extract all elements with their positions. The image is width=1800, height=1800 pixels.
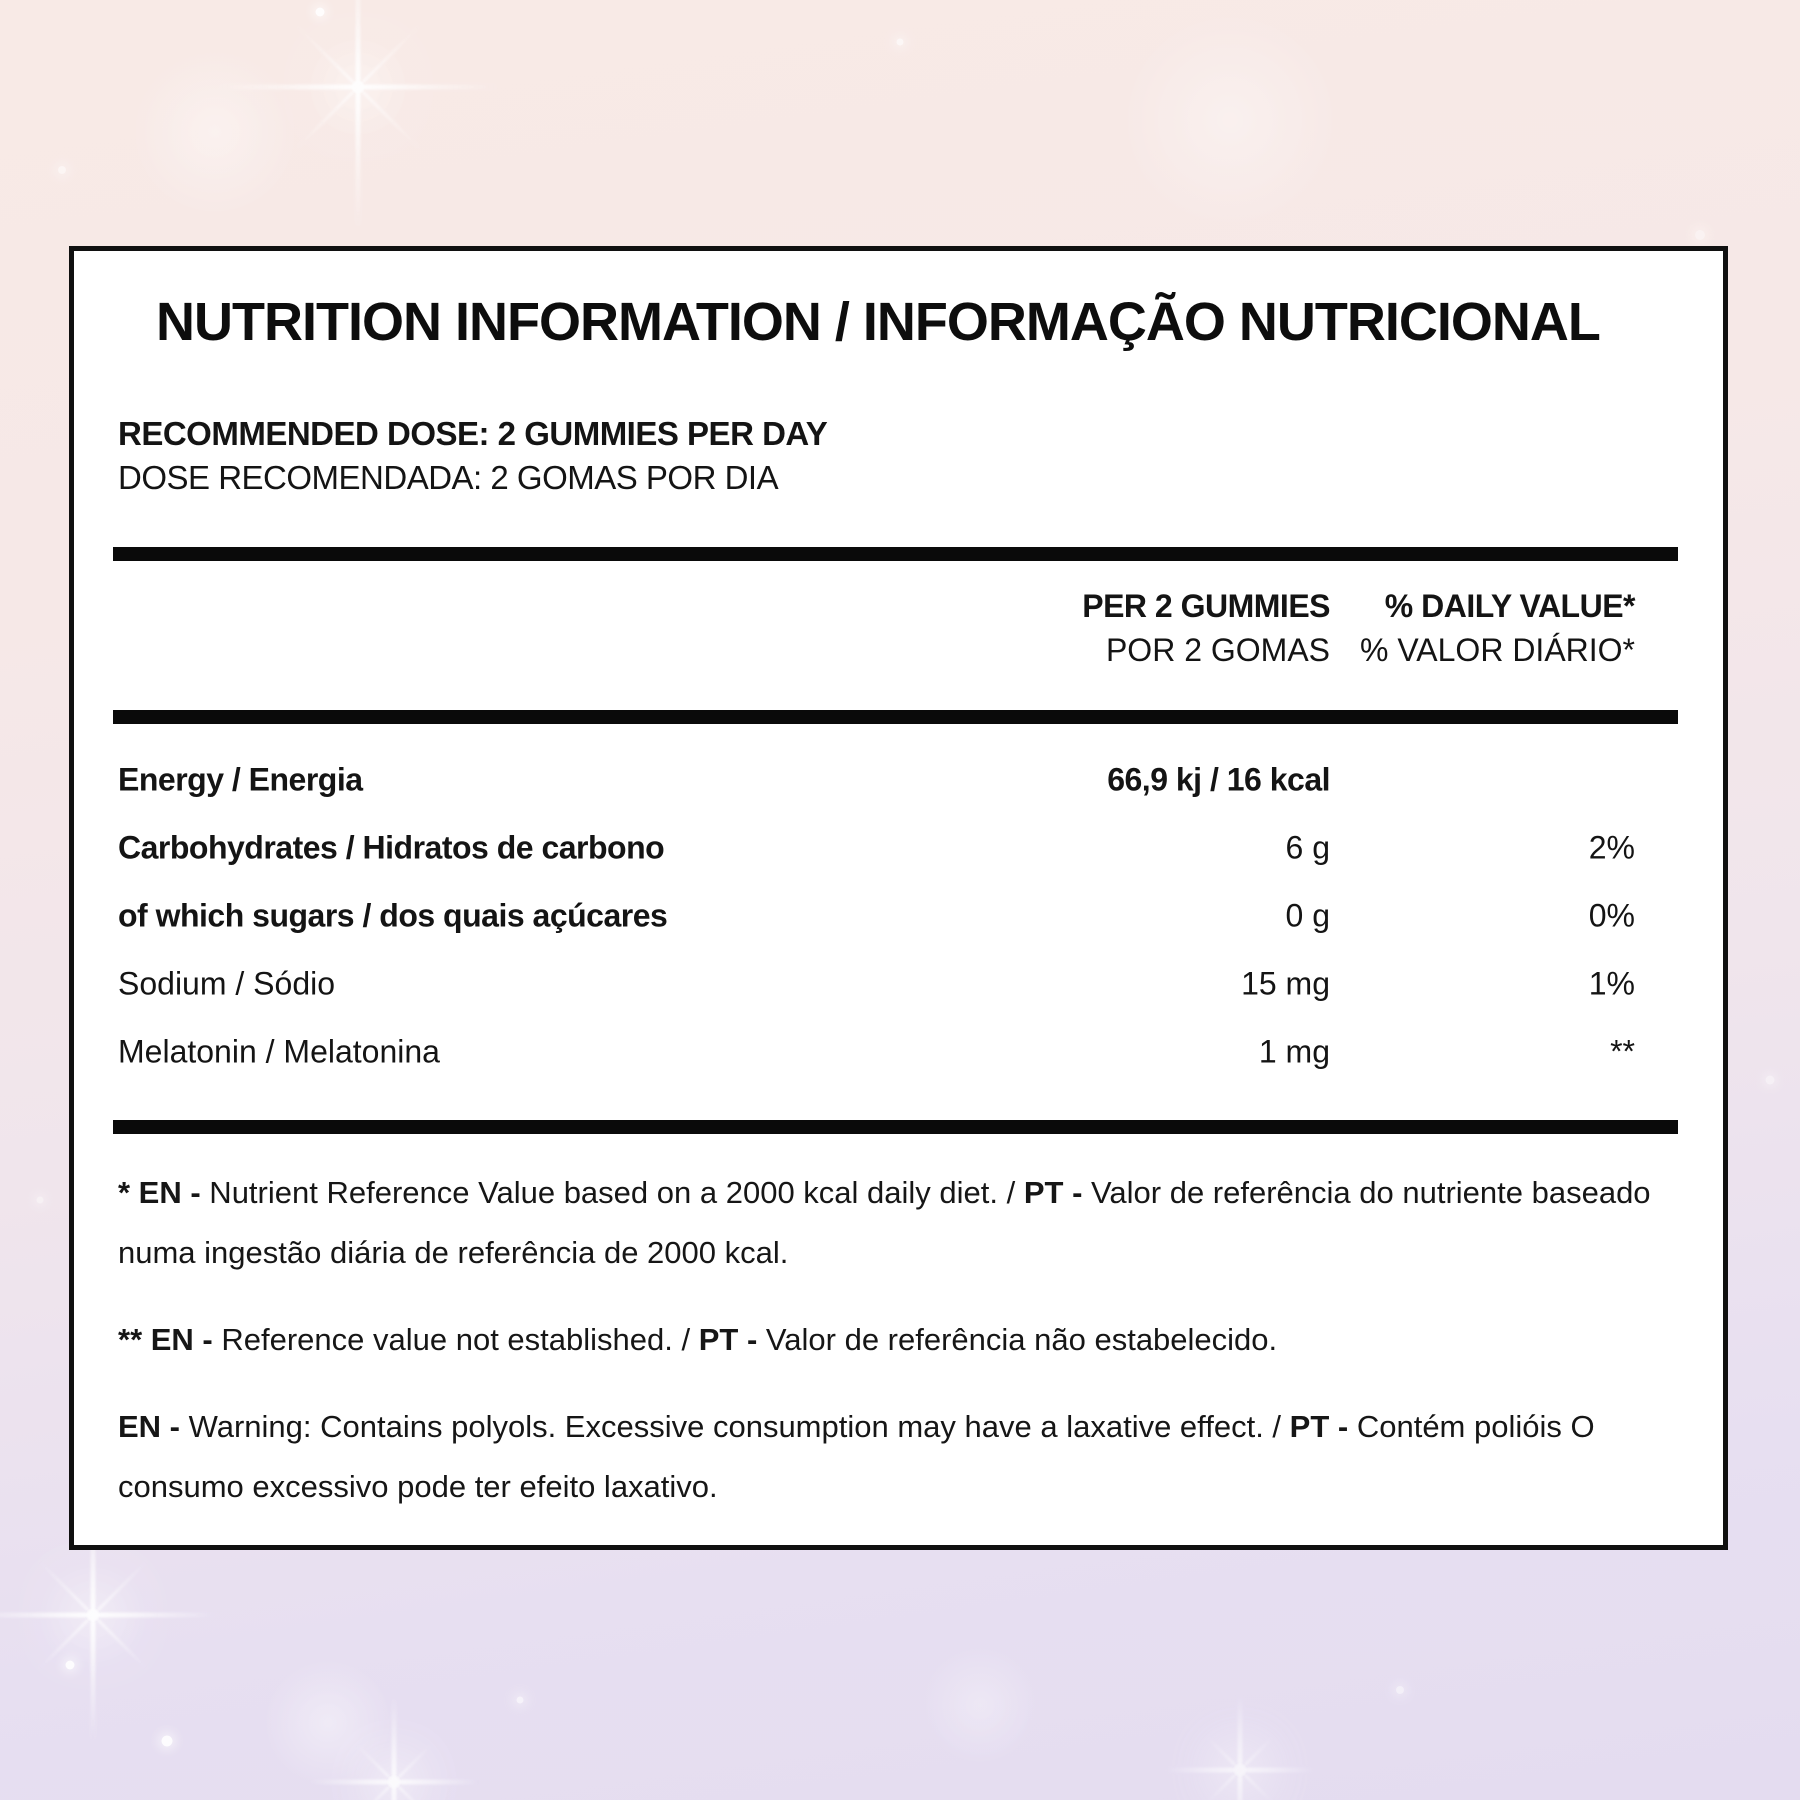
sparkle-glow xyxy=(1120,10,1340,230)
row-amount: 6 g xyxy=(1285,829,1330,866)
row-daily-value: 1% xyxy=(1588,965,1635,1002)
divider-bar-top xyxy=(113,547,1678,561)
row-amount: 0 g xyxy=(1285,897,1330,934)
page-title: NUTRITION INFORMATION / INFORMAÇÃO NUTRICIONAL xyxy=(156,292,1600,352)
recommended-dose-en: RECOMMENDED DOSE: 2 GUMMIES PER DAY xyxy=(118,415,828,452)
sparkle-dot xyxy=(162,1736,173,1747)
column-header-dv-pt: % VALOR DIÁRIO* xyxy=(1359,632,1635,668)
sparkle-dot xyxy=(1396,1686,1404,1694)
nutrition-panel xyxy=(69,246,1728,1550)
footnote: * EN - Nutrient Reference Value based on a 2000 kcal daily diet. / PT - Valor de referência do nutriente baseado numa ingestão diária de referência de 2000 kcal. xyxy=(118,1175,1651,1270)
sparkle-dot xyxy=(1766,1076,1775,1085)
row-label: Carbohydrates / Hidratos de carbono xyxy=(118,829,665,866)
column-header-amount-pt: POR 2 GOMAS xyxy=(1105,632,1330,668)
sparkle-dot xyxy=(316,8,325,17)
table-row xyxy=(113,950,1678,1018)
row-amount: 66,9 kj / 16 kcal xyxy=(1107,761,1330,798)
row-daily-value: ** xyxy=(1610,1033,1635,1070)
sparkle-star-icon xyxy=(1165,1695,1315,1800)
column-header-dv-en: % DAILY VALUE* xyxy=(1384,588,1635,624)
sparkle-dot xyxy=(66,1661,75,1670)
sparkle-dot xyxy=(897,39,904,46)
sparkle-dot xyxy=(1695,230,1705,240)
sparkle-star-icon xyxy=(218,0,498,227)
row-label: Melatonin / Melatonina xyxy=(118,1033,440,1070)
table-header-row-en xyxy=(113,585,1678,627)
sparkle-star-icon xyxy=(309,1697,479,1800)
table-row xyxy=(113,1018,1678,1086)
row-amount: 15 mg xyxy=(1241,965,1330,1002)
table-row xyxy=(113,814,1678,882)
sparkle-glow xyxy=(263,1658,393,1788)
row-label: of which sugars / dos quais açúcares xyxy=(118,897,668,934)
sparkle-dot xyxy=(517,1697,524,1704)
sparkle-glow xyxy=(130,47,300,217)
sparkle-glow xyxy=(920,1645,1040,1765)
footnote: EN - Warning: Contains polyols. Excessive consumption may have a laxative effect. / PT - Contém polióis O consumo excessivo pode ter efeito laxativo. xyxy=(118,1409,1595,1504)
nutrition-table xyxy=(113,746,1678,1086)
row-label: Sodium / Sódio xyxy=(118,965,336,1002)
footnote: ** EN - Reference value not established. / PT - Valor de referência não estabelecido. xyxy=(118,1322,1278,1357)
column-header-amount-en: PER 2 GUMMIES xyxy=(1082,588,1330,624)
footnotes xyxy=(118,1163,1680,1544)
row-daily-value: 0% xyxy=(1588,897,1635,934)
row-daily-value: 2% xyxy=(1588,829,1635,866)
sparkle-dot xyxy=(37,1197,44,1204)
divider-bar-middle xyxy=(113,710,1678,724)
row-amount: 1 mg xyxy=(1258,1033,1330,1070)
table-header-row-pt xyxy=(113,629,1678,671)
recommended-dose-pt: DOSE RECOMENDADA: 2 GOMAS POR DIA xyxy=(118,459,779,496)
table-row xyxy=(113,882,1678,950)
sparkle-dot xyxy=(58,166,66,174)
row-label: Energy / Energia xyxy=(118,761,363,798)
divider-bar-bottom xyxy=(113,1120,1678,1134)
table-row xyxy=(113,746,1678,814)
